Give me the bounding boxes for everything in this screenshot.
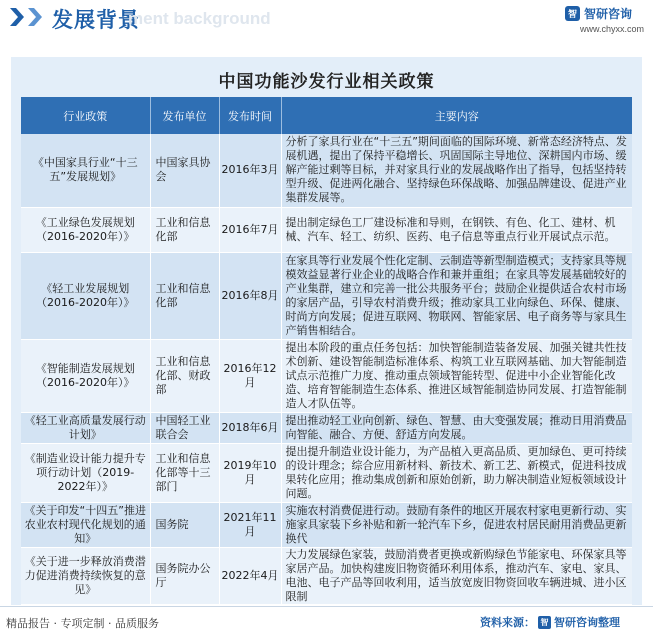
issuing-unit: 国务院办公厅 xyxy=(150,547,219,604)
issue-date: 2019年10月 xyxy=(219,443,281,502)
issuing-unit: 中国家具协会 xyxy=(150,134,219,207)
table-title: 中国功能沙发行业相关政策 xyxy=(218,72,435,92)
table-row xyxy=(21,252,632,339)
footer-divider xyxy=(0,606,653,607)
policy-name: 《智能制造发展规划（2016-2020年）》 xyxy=(21,339,150,412)
issue-date: 2016年7月 xyxy=(219,207,281,252)
policy-name: 《轻工业发展规划（2016-2020年）》 xyxy=(21,252,150,339)
table-row xyxy=(21,443,632,502)
table-row xyxy=(21,207,632,252)
policy-name: 《关于印发“十四五”推进农业农村现代化规划的通知》 xyxy=(21,502,150,547)
section-title: 发展背景 xyxy=(52,8,140,32)
issuing-unit: 工业和信息化部等十三部门 xyxy=(150,443,219,502)
policy-name: 《制造业设计能力提升专项行动计划（2019-2022年）》 xyxy=(21,443,150,502)
issue-date: 2016年8月 xyxy=(219,252,281,339)
issuing-unit: 工业和信息化部 xyxy=(150,252,219,339)
source-name: 智研咨询整理 xyxy=(554,616,620,629)
policy-content: 提出推动轻工业向创新、绿色、智慧、由大变强发展；推动日用消费品向智能、融合、方便、舒适方向发展。 xyxy=(281,412,632,443)
table-row xyxy=(21,502,632,547)
table-row xyxy=(21,412,632,443)
issuing-unit: 国务院 xyxy=(150,502,219,547)
issuing-unit: 工业和信息化部 xyxy=(150,207,219,252)
page-footer xyxy=(0,606,653,634)
table-row xyxy=(21,339,632,412)
column-header: 发布时间 xyxy=(219,97,281,134)
table-row xyxy=(21,134,632,207)
policy-name: 《关于进一步释放消费潜力促进消费持续恢复的意见》 xyxy=(21,547,150,604)
issue-date: 2022年4月 xyxy=(219,547,281,604)
policy-table xyxy=(21,97,632,605)
policy-name: 《轻工业高质量发展行动计划》 xyxy=(21,412,150,443)
brand-name: 智研咨询 xyxy=(584,7,633,21)
table-header-row xyxy=(21,97,632,134)
brand-icon: 智 xyxy=(538,616,551,629)
issue-date: 2016年12月 xyxy=(219,339,281,412)
table-row xyxy=(21,547,632,604)
footer-slogan: 精品报告 · 专项定制 · 品质服务 xyxy=(6,617,159,630)
brand-icon: 智 xyxy=(565,6,580,21)
policy-content: 提出制定绿色工厂建设标准和导则，在钢铁、有色、化工、建材、机械、汽车、轻工、纺织、医药、电子信息等重点行业开展试点示范。 xyxy=(281,207,632,252)
policy-content: 提出本阶段的重点任务包括：加快智能制造装备发展、加强关键共性技术创新、建设智能制造标准体系、构筑工业互联网基础、加大智能制造试点示范推广力度、推动重点领域智能转型、促进中小企业智能化改造、培育智能制造生态体系、推进区域智能制造协同发展、打造智能制造人才队伍等。 xyxy=(281,339,632,412)
issuing-unit: 中国轻工业联合会 xyxy=(150,412,219,443)
chevron-right-icon xyxy=(28,8,42,26)
column-header: 行业政策 xyxy=(21,97,150,134)
policy-name: 《工业绿色发展规划（2016-2020年）》 xyxy=(21,207,150,252)
section-subtitle-watermark: ment background xyxy=(128,9,271,28)
brand-logo xyxy=(565,5,632,22)
issue-date: 2018年6月 xyxy=(219,412,281,443)
issue-date: 2016年3月 xyxy=(219,134,281,207)
issue-date: 2021年11月 xyxy=(219,502,281,547)
policy-name: 《中国家具行业“十三五”发展规划》 xyxy=(21,134,150,207)
source-label: 资料来源： xyxy=(480,616,535,629)
column-header: 发布单位 xyxy=(150,97,219,134)
policy-content: 大力发展绿色家装，鼓励消费者更换或新购绿色节能家电、环保家具等家居产品。加快构建废旧物资循环利用体系，推动汽车、家电、家具、电池、电子产品等回收利用，适当放宽废旧物资回收车辆进城、进小区限制 xyxy=(281,547,632,604)
policy-content: 分析了家具行业在“十三五”期间面临的国际环境、新常态经济特点、发展机遇，提出了保持平稳增长、巩固国际主导地位、深耕国内市场、缓解产能过剩等目标，并对家具行业的发展战略作出了指导，包括坚持转型升级、促进两化融合、坚持绿色环保战略、加强品牌建设、促进产业集群发展等。 xyxy=(281,134,632,207)
brand-url: www.chyxx.com xyxy=(580,24,645,34)
footer-source xyxy=(480,614,620,630)
policy-content: 实施农村消费促进行动。鼓励有条件的地区开展农村家电更新行动、实施家具家装下乡补贴和新一轮汽车下乡，促进农村居民耐用消费品更新换代 xyxy=(281,502,632,547)
column-header: 主要内容 xyxy=(281,97,632,134)
page-header xyxy=(0,0,653,38)
issuing-unit: 工业和信息化部、财政部 xyxy=(150,339,219,412)
policy-content: 提出提升制造业设计能力，为产品植入更高品质、更加绿色、更可持续的设计理念；综合应用新材料、新技术、新工艺、新模式，促进科技成果转化应用；推动集成创新和原始创新，助力解决制造业短板领域设计问题。 xyxy=(281,443,632,502)
policy-content: 在家具等行业发展个性化定制、云制造等新型制造模式；支持家具等规模效益显著行业企业的战略合作和兼并重组；在家具等发展基础较好的产业集群，建立和完善一批公共服务平台；鼓励企业提供适合农村市场的家居产品，引导农村消费升级；推动家具工业向绿色、环保、健康、时尚方向发展；促进互联网、物联网、智能家居、电子商务等与家具生产销售相结合。 xyxy=(281,252,632,339)
policy-panel xyxy=(11,57,642,605)
chevron-right-icon xyxy=(10,8,24,26)
